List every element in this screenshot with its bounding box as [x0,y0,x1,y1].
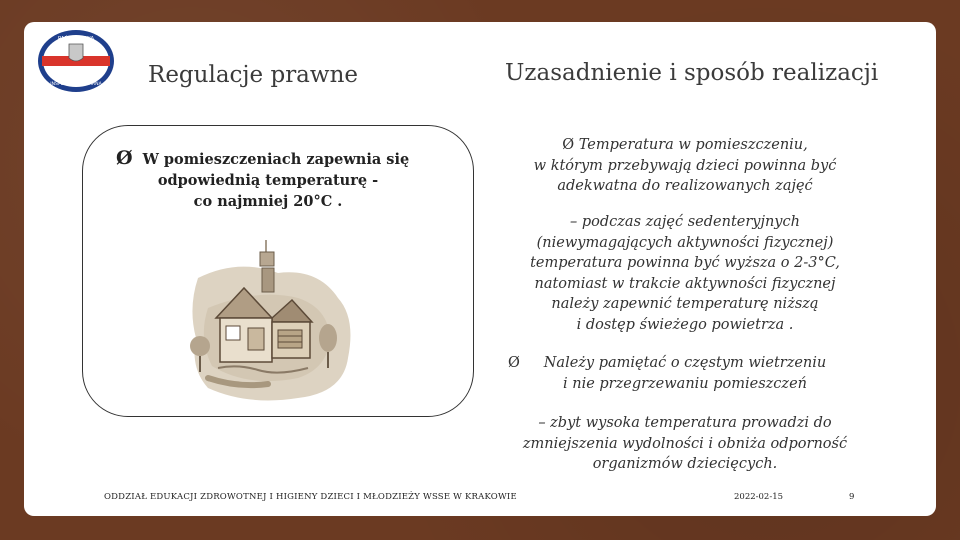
justification-block-overheating [500,413,870,475]
slide-number: 9 [849,492,855,502]
arrow-bullet-icon: Ø [508,355,520,371]
legal-rule-bullet [116,148,476,212]
block1-line1: Temperatura w pomieszczeniu, [578,137,808,153]
section-title-justification: Uzasadnienie i sposób realizacji [505,60,879,86]
block2-line3: temperatura powinna być wyższa o 2-3°C, [530,255,840,271]
block2-line6: i dostęp świeżego powietrza . [576,316,794,333]
justification-block-ventilation [500,353,870,394]
house-illustration-icon [178,238,358,408]
block2-line5: należy zapewnić temperaturę niższą [551,296,819,312]
block2-line4: natomiast w trakcie aktywności fizycznej [534,275,836,292]
block4-line3: organizmów dziecięcych. [592,456,778,472]
legal-rule-line2: odpowiednią temperaturę - [157,172,379,189]
svg-text:INSPEKCJA SANITARNA: INSPEKCJA SANITARNA [50,82,102,87]
arrow-bullet-icon: Ø [562,137,575,153]
block2-line2: (niewymagających aktywności fizycznej) [536,234,834,251]
block4-line1: – zbyt wysoka temperatura prowadzi do [538,415,832,431]
block3-line1: Należy pamiętać o częstym wietrzeniu [543,355,827,371]
svg-text:PAŃSTWOWA: PAŃSTWOWA [57,36,95,42]
arrow-bullet-icon: Ø [116,147,133,169]
legal-rule-line3: co najmniej 20°C . [193,193,343,210]
section-title-legal: Regulacje prawne [148,62,359,88]
block1-line2: w którym przebywają dzieci powinna być [533,157,837,174]
footer-date: 2022-02-15 [734,492,784,502]
block2-line1: – podczas zajęć sedenteryjnych [570,214,800,230]
block1-line3: adekwatna do realizowanych zajęć [557,178,813,194]
legal-rule-line1: W pomieszczeniach zapewnia się [142,151,410,168]
justification-block-activities [500,212,870,335]
justification-block-temperature [500,135,870,197]
block4-line2: zmniejszenia wydolności i obniża odporność [522,435,848,452]
block3-line2: i nie przegrzewaniu pomieszczeń [562,375,807,392]
inspection-logo-icon [36,28,116,94]
footer-department: ODDZIAŁ EDUKACJI ZDROWOTNEJ I HIGIENY DZIECI I MŁODZIEŻY WSSE W KRAKOWIE [104,492,517,502]
